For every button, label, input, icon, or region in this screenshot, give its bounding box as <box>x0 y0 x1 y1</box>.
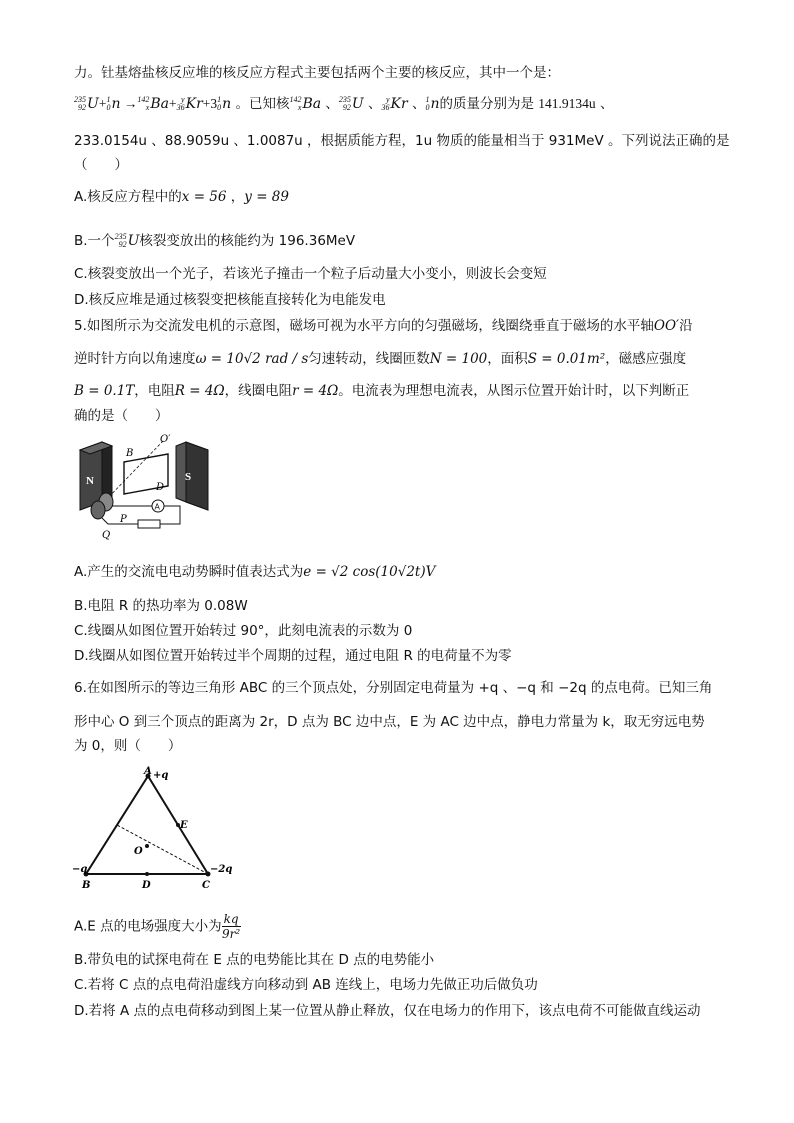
label-d: D <box>156 482 165 493</box>
nuclide-ba: 142 x Ba <box>137 95 169 112</box>
q5-stem-line3: B = 0.1T，电阻R = 4Ω，线圈电阻r = 4Ω。电流表为理想电流表，从图示位置开始计时，以下判断正 <box>74 383 690 399</box>
q6-stem-line2: 形中心 O 到三个顶点的距离为 2r，D 点为 BC 边中点，E 为 AC 边中点，静电力常量为 k，取无穷远电势 <box>74 714 705 730</box>
nuclide-neutron2: 1 0 n <box>217 95 232 112</box>
label-charge-c: −2q <box>210 864 232 875</box>
label-s: S <box>185 471 192 483</box>
q6-option-b: B.带负电的试探电荷在 E 点的电势能比其在 D 点的电势能小 <box>74 952 435 968</box>
q4-option-a: A.核反应方程中的x = 56 ，y = 89 <box>74 189 289 205</box>
nuclide-neutron: 1 0 n <box>106 95 121 112</box>
q5-option-c: C.线圈从如图位置开始转过 90°，此刻电流表的示数为 0 <box>74 623 413 639</box>
q4-mass-mid: 的质量分别为是 <box>439 96 534 112</box>
label-d: D <box>142 880 151 891</box>
q6-option-c: C.若将 C 点的点电荷沿虚线方向移动到 AB 连线上，电场力先做正功后做负功 <box>74 977 538 993</box>
q4-mass-ba: 141.9134u <box>538 96 596 111</box>
label-ammeter: A <box>154 502 160 512</box>
nuclide-kr: y 36 Kr <box>176 95 203 112</box>
q6-option-a: A.E 点的电场强度大小为 $\frac{kq}{\text{9r²}}$ <box>74 912 241 941</box>
q4-intro: 力。钍基熔盐核反应堆的核反应方程式主要包括两个主要的核反应，其中一个是： <box>74 65 560 81</box>
label-o: O′ <box>160 434 171 445</box>
q4-option-d: D.核反应堆是通过核裂变把核能直接转化为电能发电 <box>74 292 386 308</box>
triangle-figure <box>72 766 232 892</box>
label-c: C <box>202 880 210 891</box>
q4-equation-line: 235 92 U+ 1 0 n → 142 x Ba+ y 36 Kr+3 1 0 n 。已知核 142 x Ba 、 235 92 U 、 y 36 Kr 、 1 0 n的质量分别为是 141.9134u 、 <box>74 95 614 112</box>
q5-option-a: A.产生的交流电电动势瞬时值表达式为e = √2 cos(10√2t)V <box>74 564 436 580</box>
q5-stem-line2: 逆时针方向以角速度ω = 10√2 rad / s匀速转动，线圈匝数N = 100，面积S = 0.01m²，磁感应强度 <box>74 351 687 367</box>
q5-option-b: B.电阻 R 的热功率为 0.08W <box>74 598 248 614</box>
label-o: O <box>134 846 143 857</box>
q6-option-d: D.若将 A 点的点电荷移动到图上某一位置从静止释放，仅在电场力的作用下，该点电荷不可能做直线运动 <box>74 1003 701 1019</box>
q4-masses-line: 233.0154u 、88.9059u 、1.0087u ，根据质能方程，1u 物质的能量相当于 931MeV 。下列说法正确的是 <box>74 133 730 149</box>
label-charge-a: +q <box>153 770 169 781</box>
label-p: P <box>120 514 127 525</box>
q4-option-b: B.一个 235 92 U核裂变放出的核能约为 196.36MeV <box>74 232 356 249</box>
q5-stem-line1: 5.如图所示为交流发电机的示意图，磁场可视为水平方向的匀强磁场，线圈绕垂直于磁场的水平轴OO′沿 <box>74 318 693 334</box>
q4-eq-text: 。已知核 <box>235 96 290 112</box>
label-e: E <box>180 820 188 831</box>
q5-option-d: D.线圈从如图位置开始转过半个周期的过程，通过电阻 R 的电荷量不为零 <box>74 648 512 664</box>
label-b: B <box>126 448 134 459</box>
q4-option-c: C.核裂变放出一个光子，若该光子撞击一个粒子后动量大小变小，则波长会变短 <box>74 266 547 282</box>
q4-bracket: （ ） <box>74 157 128 173</box>
q5-stem-line4: 确的是（ ） <box>74 408 169 424</box>
fraction-kq-9r2: $\frac{kq}{\text{9r²}}$ <box>222 912 241 941</box>
nuclide-u235: 235 92 U <box>74 95 99 112</box>
generator-figure <box>72 432 222 542</box>
label-b: B <box>82 880 91 891</box>
label-a: A <box>144 766 152 777</box>
label-n: N <box>86 475 94 487</box>
label-charge-b: −q <box>72 864 88 875</box>
label-q: Q <box>102 530 111 541</box>
q6-stem-line3: 为 0，则（ ） <box>74 738 182 754</box>
q6-stem-line1: 6.在如图所示的等边三角形 ABC 的三个顶点处，分别固定电荷量为 +q 、−q 和 −2q 的点电荷。已知三角 <box>74 680 713 696</box>
